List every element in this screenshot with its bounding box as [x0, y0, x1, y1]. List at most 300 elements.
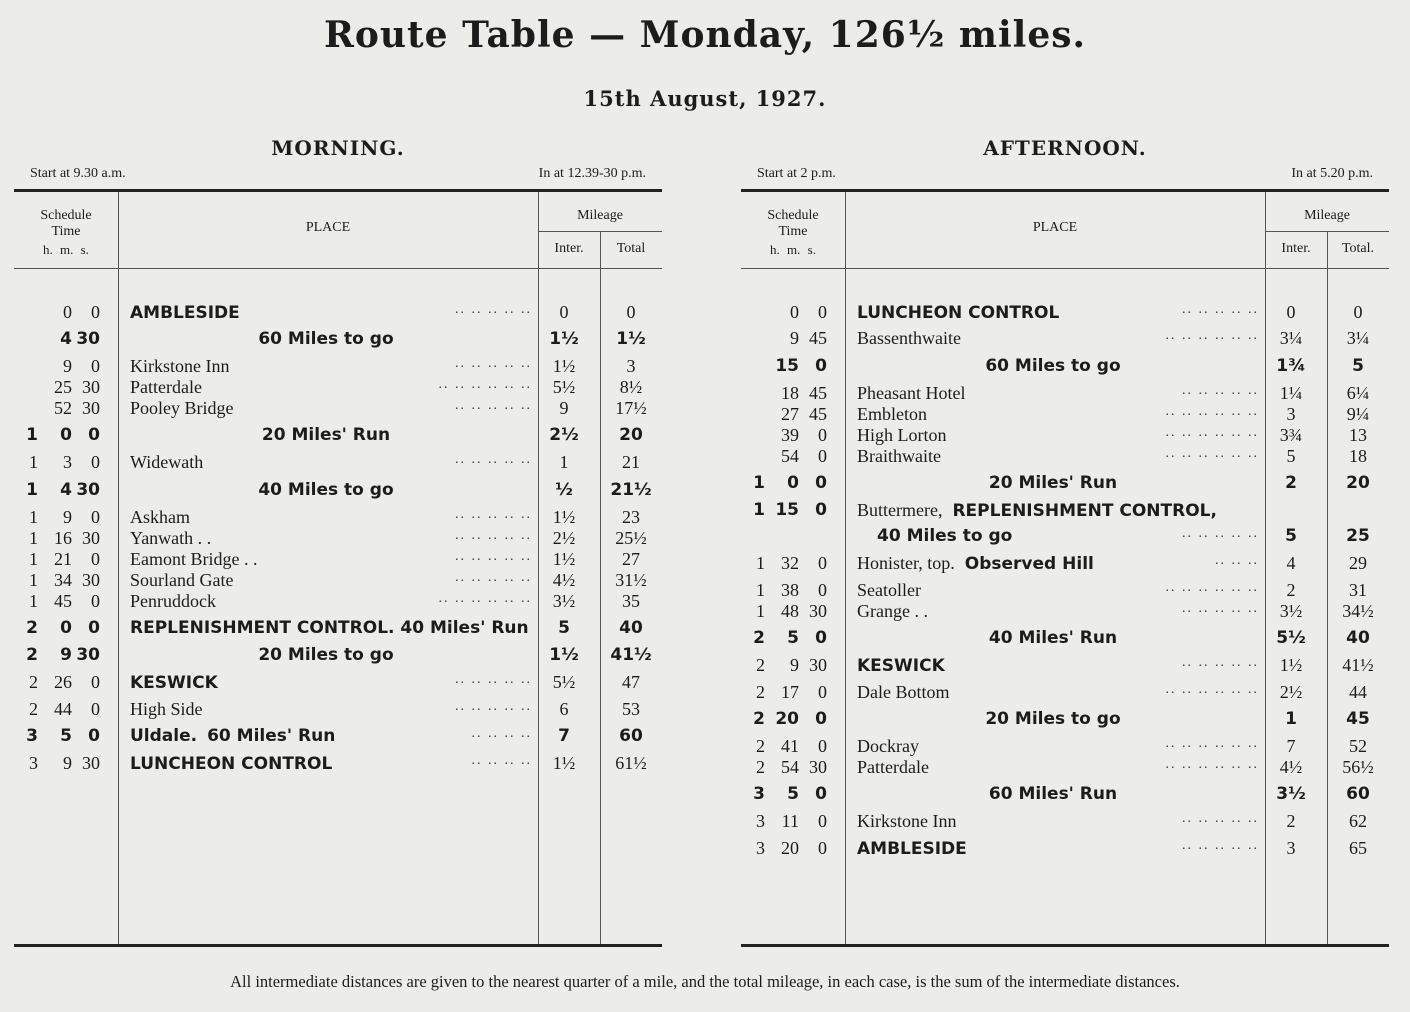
minutes-cell: 5 — [787, 784, 799, 804]
afternoon-top-rule — [741, 189, 1389, 192]
seconds-cell: 30 — [809, 601, 827, 621]
minutes-cell: 9 — [790, 328, 799, 348]
dot-leaders: .. .. .. .. .. .. — [1165, 580, 1259, 595]
header-rule — [14, 268, 662, 269]
place-note: Observed Hill — [964, 554, 1094, 574]
inter-mileage-cell: 2 — [1286, 811, 1296, 831]
morning-section — [14, 0, 662, 1012]
place-note: 60 Miles' Run — [207, 726, 336, 746]
table-row — [14, 450, 662, 474]
dot-leaders: .. .. .. .. .. — [455, 398, 532, 413]
place-cell — [853, 356, 1253, 376]
hours-cell: 2 — [756, 682, 765, 702]
dot-leaders: .. .. .. .. .. — [455, 302, 532, 317]
total-mileage-cell: 60 — [1346, 784, 1370, 804]
total-mileage-cell: 1½ — [616, 329, 646, 349]
inter-mileage-cell: 1¼ — [1279, 383, 1303, 403]
dot-leaders: .. .. .. .. .. .. — [1165, 736, 1259, 751]
dot-leaders: .. .. .. .. .. — [455, 672, 532, 687]
dot-leaders: .. .. .. .. .. — [455, 570, 532, 585]
total-mileage-cell: 21½ — [610, 480, 652, 500]
total-mileage-cell: 35 — [622, 591, 640, 611]
place-cell — [853, 784, 1253, 804]
minutes-cell: 54 — [781, 446, 799, 466]
place-name: Honister, top. — [857, 553, 955, 573]
place-name: 40 Miles to go — [258, 480, 394, 500]
inter-mileage-cell: 5½ — [1276, 628, 1306, 648]
dot-leaders: .. .. .. .. .. — [1182, 811, 1259, 826]
minutes-cell: 9 — [63, 753, 72, 773]
place-name: 20 Miles to go — [985, 709, 1121, 729]
inter-mileage-cell: 0 — [1286, 302, 1296, 322]
minutes-cell: 3 — [63, 452, 72, 472]
total-mileage-cell: 21 — [622, 452, 640, 472]
seconds-cell: 0 — [91, 302, 100, 322]
seconds-cell: 0 — [91, 591, 100, 611]
dot-leaders: .. .. .. .. .. — [1182, 383, 1259, 398]
seconds-cell: 30 — [82, 377, 100, 397]
seconds-cell: 0 — [818, 682, 827, 702]
seconds-cell: 0 — [818, 811, 827, 831]
mileage-header: Mileage — [577, 208, 623, 223]
dot-leaders: .. .. .. .. .. — [455, 549, 532, 564]
afternoon-end-time: In at 5.20 p.m. — [1291, 166, 1373, 181]
total-mileage-cell: 0 — [626, 302, 636, 322]
table-row — [741, 471, 1389, 495]
time-label: Time — [778, 224, 808, 239]
place-name: Widewath — [130, 452, 204, 472]
morning-top-rule — [14, 189, 662, 192]
minutes-cell: 17 — [781, 682, 799, 702]
total-mileage-cell: 20 — [1346, 473, 1370, 493]
total-mileage-cell: 5 — [1352, 356, 1364, 376]
seconds-cell: 0 — [91, 672, 100, 692]
place-name: Dale Bottom — [857, 682, 950, 702]
dot-leaders: .. .. .. .. .. — [455, 356, 532, 371]
hours-cell: 1 — [29, 591, 38, 611]
hours-cell: 2 — [756, 736, 765, 756]
minutes-cell: 0 — [60, 618, 72, 638]
inter-mileage-cell: 1½ — [549, 645, 579, 665]
hours-cell: 1 — [753, 473, 765, 493]
dot-leaders: .. .. .. .. .. — [1182, 601, 1259, 616]
hours-cell: 1 — [29, 507, 38, 527]
minutes-cell: 39 — [781, 425, 799, 445]
inter-mileage-cell: 3 — [1286, 838, 1296, 858]
place-name: Pheasant Hotel — [857, 383, 966, 403]
inter-mileage-cell: 1 — [1285, 709, 1297, 729]
seconds-cell: 0 — [818, 736, 827, 756]
inter-header: Inter. — [554, 241, 584, 256]
inter-mileage-cell: 1½ — [549, 329, 579, 349]
place-name: Penruddock — [130, 591, 216, 611]
hms-header: h. m. s. — [43, 242, 89, 257]
minutes-cell: 4 — [60, 480, 72, 500]
hours-cell: 1 — [26, 480, 38, 500]
table-row — [741, 524, 1389, 548]
table-row — [741, 755, 1389, 779]
seconds-cell: 30 — [76, 645, 100, 665]
seconds-cell: 0 — [88, 618, 100, 638]
place-cell — [857, 500, 1265, 521]
seconds-cell: 30 — [809, 655, 827, 675]
minutes-cell: 4 — [60, 329, 72, 349]
seconds-cell: 30 — [76, 480, 100, 500]
table-row — [741, 444, 1389, 468]
table-row — [741, 498, 1389, 522]
place-cell — [126, 480, 526, 500]
total-mileage-cell: 60 — [619, 726, 643, 746]
seconds-cell: 0 — [815, 784, 827, 804]
seconds-cell: 30 — [82, 528, 100, 548]
inter-mileage-cell: 1½ — [552, 356, 576, 376]
schedule-label: Schedule — [40, 208, 92, 223]
total-mileage-cell: 41½ — [1342, 655, 1374, 675]
total-mileage-cell: 8½ — [619, 377, 643, 397]
total-mileage-cell: 31 — [1349, 580, 1367, 600]
hours-cell: 2 — [26, 645, 38, 665]
seconds-cell: 0 — [91, 452, 100, 472]
seconds-cell: 30 — [809, 757, 827, 777]
minutes-cell: 44 — [54, 699, 72, 719]
seconds-cell: 0 — [88, 425, 100, 445]
hours-cell: 2 — [29, 672, 38, 692]
table-row — [14, 697, 662, 721]
total-mileage-cell: 17½ — [615, 398, 647, 418]
total-mileage-cell: 34½ — [1342, 601, 1374, 621]
place-cell — [126, 425, 526, 445]
dot-leaders: .. .. .. .. — [471, 726, 532, 741]
hours-cell: 1 — [753, 500, 765, 520]
inter-mileage-cell: 4½ — [1279, 757, 1303, 777]
dot-leaders: .. .. .. .. .. — [455, 528, 532, 543]
table-row — [741, 599, 1389, 623]
inter-mileage-cell: 1½ — [1279, 655, 1303, 675]
total-mileage-cell: 53 — [622, 699, 640, 719]
table-row — [741, 809, 1389, 833]
morning-end-time: In at 12.39-30 p.m. — [538, 166, 646, 181]
inter-mileage-cell: 0 — [559, 302, 569, 322]
total-mileage-cell: 3 — [626, 356, 636, 376]
minutes-cell: 0 — [60, 425, 72, 445]
minutes-cell: 15 — [775, 500, 799, 520]
morning-heading: MORNING. — [271, 136, 405, 160]
table-row — [741, 836, 1389, 860]
minutes-cell: 9 — [63, 356, 72, 376]
total-mileage-cell: 47 — [622, 672, 640, 692]
dot-leaders: .. .. .. .. — [471, 753, 532, 768]
hours-cell: 2 — [756, 655, 765, 675]
inter-mileage-cell: 9 — [559, 398, 569, 418]
total-mileage-cell: 45 — [1346, 709, 1370, 729]
total-mileage-cell: 0 — [1353, 302, 1363, 322]
seconds-cell: 45 — [809, 404, 827, 424]
place-name: Grange . . — [857, 601, 928, 621]
minutes-cell: 26 — [54, 672, 72, 692]
morning-bottom-rule — [14, 944, 662, 947]
total-mileage-cell: 20 — [619, 425, 643, 445]
inter-mileage-cell: 2½ — [549, 425, 579, 445]
inter-mileage-cell: 5 — [1286, 446, 1296, 466]
place-name: Seatoller — [857, 580, 921, 600]
seconds-cell: 45 — [809, 328, 827, 348]
place-name: High Side — [130, 699, 203, 719]
seconds-cell: 0 — [818, 580, 827, 600]
hours-cell: 1 — [756, 580, 765, 600]
table-row — [741, 300, 1389, 324]
total-mileage-cell: 40 — [1346, 628, 1370, 648]
dot-leaders: .. .. .. .. .. — [455, 699, 532, 714]
dot-leaders: .. .. .. .. .. — [1182, 526, 1259, 541]
minutes-cell: 20 — [781, 838, 799, 858]
inter-mileage-cell: ½ — [555, 480, 573, 500]
minutes-cell: 54 — [781, 757, 799, 777]
minutes-cell: 11 — [781, 811, 799, 831]
schedule-label: Schedule — [767, 208, 819, 223]
hours-cell: 1 — [26, 425, 38, 445]
table-row — [14, 396, 662, 420]
inter-mileage-cell: 5½ — [552, 672, 576, 692]
seconds-cell: 0 — [91, 507, 100, 527]
inter-mileage-cell: 1¾ — [1276, 356, 1306, 376]
seconds-cell: 0 — [815, 709, 827, 729]
total-header: Total. — [1341, 241, 1375, 256]
dot-leaders: .. .. .. .. .. .. — [1165, 404, 1259, 419]
place-name: Pooley Bridge — [130, 398, 234, 418]
seconds-cell: 0 — [91, 356, 100, 376]
minutes-cell: 0 — [790, 302, 799, 322]
page-title: Route Table — Monday, 126½ miles. — [323, 14, 1087, 56]
minutes-cell: 20 — [775, 709, 799, 729]
table-row — [14, 327, 662, 351]
place-name: Patterdale — [130, 377, 202, 397]
mileage-header: Mileage — [1304, 208, 1350, 223]
dot-leaders: .. .. .. .. .. — [1182, 655, 1259, 670]
place-name: AMBLESIDE — [857, 839, 967, 859]
place-cell — [853, 628, 1253, 648]
table-row — [14, 589, 662, 613]
total-mileage-cell: 18 — [1349, 446, 1367, 466]
table-row — [14, 724, 662, 748]
place-name: 20 Miles' Run — [261, 425, 391, 445]
hours-cell: 1 — [29, 528, 38, 548]
afternoon-bottom-rule — [741, 944, 1389, 947]
dot-leaders: .. .. .. .. .. .. — [1165, 446, 1259, 461]
table-row — [741, 626, 1389, 650]
seconds-cell: 30 — [82, 753, 100, 773]
total-header: Total — [616, 241, 646, 256]
dot-leaders: .. .. .. .. .. — [1182, 838, 1259, 853]
dot-leaders: .. .. .. .. .. .. — [438, 377, 532, 392]
hours-cell: 2 — [756, 757, 765, 777]
total-mileage-cell: 62 — [1349, 811, 1367, 831]
inter-mileage-cell: 1½ — [552, 753, 576, 773]
hours-cell: 3 — [756, 811, 765, 831]
minutes-cell: 15 — [775, 356, 799, 376]
hours-cell: 3 — [756, 838, 765, 858]
seconds-cell: 30 — [82, 570, 100, 590]
place-name: Patterdale — [857, 757, 929, 777]
place-name: LUNCHEON CONTROL — [857, 303, 1060, 323]
table-row — [741, 354, 1389, 378]
table-row — [14, 670, 662, 694]
inter-mileage-cell: 3½ — [1276, 784, 1306, 804]
seconds-cell: 0 — [91, 699, 100, 719]
hours-cell: 2 — [753, 628, 765, 648]
total-mileage-cell: 44 — [1349, 682, 1367, 702]
hours-cell: 3 — [753, 784, 765, 804]
table-row — [14, 423, 662, 447]
minutes-cell: 0 — [787, 473, 799, 493]
inter-mileage-cell: 2 — [1286, 580, 1296, 600]
hours-cell: 2 — [26, 618, 38, 638]
place-cell — [130, 618, 538, 638]
inter-mileage-cell: 4½ — [552, 570, 576, 590]
table-row — [741, 326, 1389, 350]
total-mileage-cell: 23 — [622, 507, 640, 527]
seconds-cell: 0 — [815, 356, 827, 376]
minutes-cell: 9 — [790, 655, 799, 675]
inter-mileage-cell: 3½ — [552, 591, 576, 611]
seconds-cell: 0 — [88, 726, 100, 746]
place-name: 60 Miles to go — [985, 356, 1121, 376]
dot-leaders: .. .. .. .. .. .. — [438, 591, 532, 606]
seconds-cell: 30 — [82, 398, 100, 418]
total-mileage-cell: 13 — [1349, 425, 1367, 445]
total-mileage-cell: 61½ — [615, 753, 647, 773]
minutes-cell: 32 — [781, 553, 799, 573]
dot-leaders: .. .. .. .. .. .. — [1165, 425, 1259, 440]
seconds-cell: 0 — [815, 500, 827, 520]
footnote: All intermediate distances are given to the nearest quarter of a mile, and the total mileage, in each case, is the sum of the intermediate distances. — [230, 972, 1180, 991]
place-name: KESWICK — [857, 656, 945, 676]
place-name: 60 Miles to go — [258, 329, 394, 349]
place-name: Embleton — [857, 404, 927, 424]
morning-start-time: Start at 9.30 a.m. — [30, 166, 126, 181]
seconds-cell: 0 — [818, 446, 827, 466]
place-note: REPLENISHMENT CONTROL, — [952, 501, 1217, 521]
hours-cell: 1 — [29, 452, 38, 472]
place-name: Sourland Gate — [130, 570, 234, 590]
place-name: Braithwaite — [857, 446, 941, 466]
hours-cell: 1 — [29, 549, 38, 569]
minutes-cell: 5 — [60, 726, 72, 746]
inter-mileage-cell: 5 — [558, 618, 570, 638]
minutes-cell: 48 — [781, 601, 799, 621]
minutes-cell: 0 — [63, 302, 72, 322]
inter-mileage-cell: 3½ — [1279, 601, 1303, 621]
total-mileage-cell: 6¼ — [1346, 383, 1370, 403]
inter-mileage-cell: 3 — [1286, 404, 1296, 424]
inter-mileage-cell: 5 — [1285, 526, 1297, 546]
total-mileage-cell: 25½ — [615, 528, 647, 548]
time-label: Time — [51, 224, 81, 239]
place-header: PLACE — [305, 220, 351, 235]
place-cell — [126, 329, 526, 349]
total-mileage-cell: 3¼ — [1346, 328, 1370, 348]
page-date: 15th August, 1927. — [583, 86, 827, 111]
hms-header: h. m. s. — [770, 242, 816, 257]
place-name: AMBLESIDE — [130, 303, 240, 323]
table-row — [14, 751, 662, 775]
total-mileage-cell: 65 — [1349, 838, 1367, 858]
seconds-cell: 30 — [76, 329, 100, 349]
inter-mileage-cell: 7 — [1286, 736, 1296, 756]
place-name: Uldale. — [130, 726, 198, 746]
minutes-cell: 9 — [63, 507, 72, 527]
place-name: 20 Miles to go — [258, 645, 394, 665]
total-mileage-cell: 56½ — [1342, 757, 1374, 777]
table-row — [14, 478, 662, 502]
header-rule — [741, 268, 1389, 269]
minutes-cell: 16 — [54, 528, 72, 548]
inter-mileage-cell: 3¼ — [1279, 328, 1303, 348]
schedule-time-header — [14, 208, 118, 240]
hours-cell: 1 — [29, 570, 38, 590]
hours-cell: 2 — [753, 709, 765, 729]
total-mileage-cell: 29 — [1349, 553, 1367, 573]
place-header: PLACE — [1032, 220, 1078, 235]
seconds-cell: 0 — [815, 473, 827, 493]
hours-cell: 3 — [26, 726, 38, 746]
place-name: Askham — [130, 507, 190, 527]
place-name: Buttermere, — [857, 500, 943, 520]
seconds-cell: 0 — [815, 628, 827, 648]
dot-leaders: .. .. .. .. .. .. — [1165, 682, 1259, 697]
minutes-cell: 27 — [781, 404, 799, 424]
seconds-cell: 0 — [818, 838, 827, 858]
seconds-cell: 0 — [818, 302, 827, 322]
inter-mileage-cell: 2½ — [1279, 682, 1303, 702]
table-row — [14, 616, 662, 640]
seconds-cell: 0 — [818, 425, 827, 445]
inter-mileage-cell: 2½ — [552, 528, 576, 548]
dot-leaders: .. .. .. .. .. — [455, 452, 532, 467]
place-name: Dockray — [857, 736, 919, 756]
minutes-cell: 5 — [787, 628, 799, 648]
place-name: LUNCHEON CONTROL — [130, 754, 333, 774]
place-cell — [853, 473, 1253, 493]
place-name: Yanwath . . — [130, 528, 212, 548]
inter-mileage-cell: 7 — [558, 726, 570, 746]
afternoon-start-time: Start at 2 p.m. — [757, 166, 836, 181]
inter-mileage-cell: 4 — [1286, 553, 1296, 573]
hours-cell: 3 — [29, 753, 38, 773]
minutes-cell: 38 — [781, 580, 799, 600]
minutes-cell: 34 — [54, 570, 72, 590]
inter-header: Inter. — [1281, 241, 1311, 256]
dot-leaders: .. .. .. .. .. — [1182, 302, 1259, 317]
inter-mileage-cell: 1 — [559, 452, 569, 472]
total-mileage-cell: 25 — [1346, 526, 1370, 546]
place-name: KESWICK — [130, 673, 218, 693]
inter-mileage-cell: 1½ — [552, 507, 576, 527]
minutes-cell: 18 — [781, 383, 799, 403]
table-row — [14, 643, 662, 667]
inter-mileage-cell: 2 — [1285, 473, 1297, 493]
table-row — [14, 300, 662, 324]
total-mileage-cell: 31½ — [615, 570, 647, 590]
place-cell — [857, 553, 1265, 574]
minutes-cell: 25 — [54, 377, 72, 397]
place-name: 20 Miles' Run — [988, 473, 1118, 493]
place-name: Kirkstone Inn — [130, 356, 230, 376]
hours-cell: 1 — [756, 553, 765, 573]
inter-mileage-cell: 6 — [559, 699, 569, 719]
place-cell — [853, 709, 1253, 729]
hours-cell: 2 — [29, 699, 38, 719]
total-mileage-cell: 40 — [619, 618, 643, 638]
